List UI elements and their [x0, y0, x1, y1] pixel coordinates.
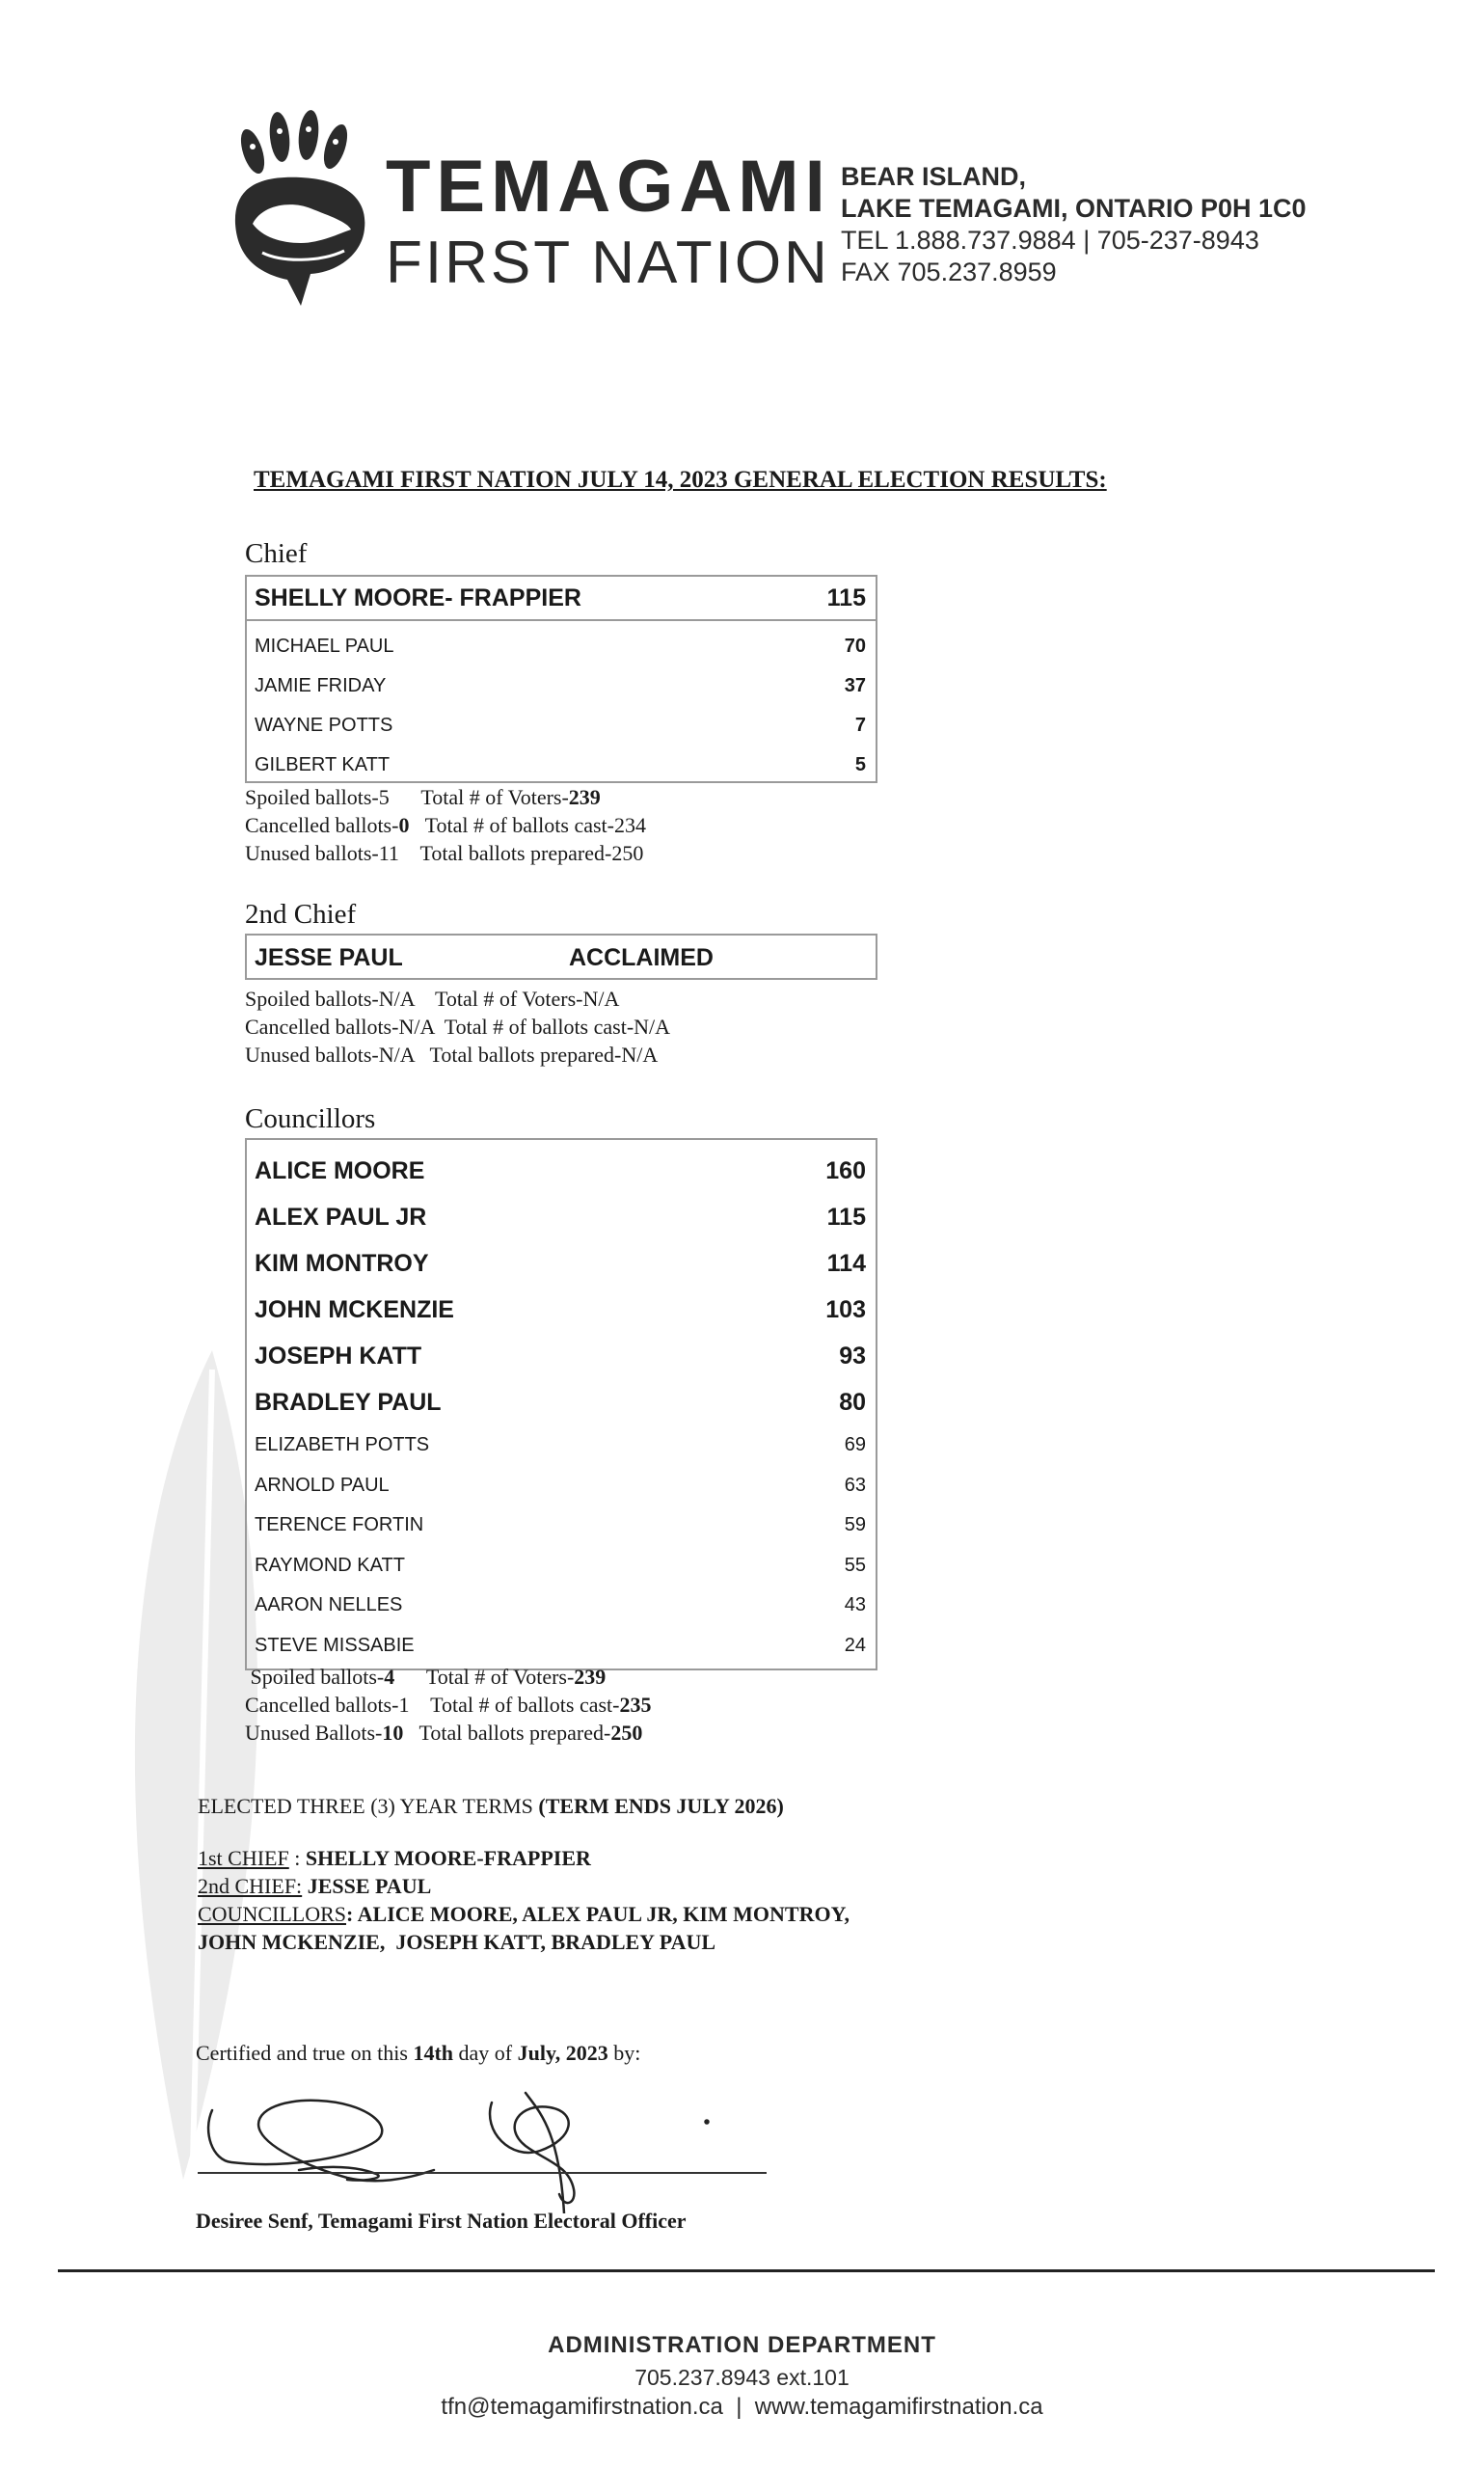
- table-row: [247, 1148, 876, 1194]
- elected-prefix: ELECTED THREE (3) YEAR TERMS: [198, 1794, 539, 1818]
- winner-name: JOHN MCKENZIE, JOSEPH KATT, BRADLEY PAUL: [198, 1930, 716, 1954]
- elected-terms-note: [198, 1794, 784, 1819]
- stat-gap: [414, 1043, 429, 1067]
- stat-label: Unused ballots-11: [245, 841, 399, 865]
- table-row: [247, 1240, 876, 1287]
- winner-label: 2nd CHIEF:: [198, 1874, 303, 1898]
- stat-value: 239: [568, 785, 601, 809]
- stat-label: Total # of Voters-N/A: [435, 987, 620, 1011]
- electoral-officer: Desiree Senf, Temagami First Nation Electoral Officer: [196, 2209, 687, 2233]
- footer-department: ADMINISTRATION DEPARTMENT: [548, 2332, 936, 2358]
- stat-gap: [399, 841, 420, 865]
- vote-count: 37: [844, 675, 866, 696]
- term-end: (TERM ENDS JULY 2026): [538, 1794, 784, 1818]
- table-row: [247, 936, 876, 978]
- table-row: [247, 1506, 876, 1546]
- brand-subtitle: FIRST NATION: [386, 230, 830, 296]
- vote-count: 69: [844, 1434, 866, 1456]
- councillors-heading: Councillors: [245, 1103, 376, 1134]
- vote-count: 63: [844, 1474, 866, 1496]
- winner-line: [198, 1900, 850, 1928]
- stats-line: [245, 811, 646, 839]
- stats-line: [245, 839, 646, 867]
- candidate-name: GILBERT KATT: [255, 754, 391, 775]
- acclaimed-status: ACCLAIMED: [569, 944, 714, 971]
- candidate-name: JOSEPH KATT: [255, 1342, 422, 1370]
- stats-line: [245, 783, 646, 811]
- elected-winners: [198, 1844, 850, 1956]
- chief-results-table: [245, 575, 877, 783]
- document-title: TEMAGAMI FIRST NATION JULY 14, 2023 GENERAL ELECTION RESULTS:: [254, 467, 1107, 493]
- stat-value: 239: [574, 1665, 607, 1689]
- stats-line: [245, 1691, 651, 1719]
- stat-gap: [409, 813, 424, 837]
- stat-label: Cancelled ballots-N/A: [245, 1015, 435, 1039]
- candidate-name: AARON NELLES: [255, 1594, 403, 1616]
- vote-count: 55: [844, 1554, 866, 1576]
- winner-name: : ALICE MOORE, ALEX PAUL JR, KIM MONTROY,: [346, 1902, 850, 1926]
- winner-line: [198, 1844, 850, 1872]
- table-row: [247, 1194, 876, 1240]
- vote-count: 7: [854, 715, 866, 736]
- candidate-name: SHELLY MOORE- FRAPPIER: [255, 583, 581, 611]
- address-line-2: LAKE TEMAGAMI, ONTARIO P0H 1C0: [841, 194, 1307, 223]
- stat-label: Total ballots prepared-250: [419, 841, 644, 865]
- stat-label: Spoiled ballots-N/A: [245, 987, 415, 1011]
- stat-gap: [434, 1015, 445, 1039]
- stat-value: 250: [610, 1721, 643, 1745]
- stat-value: 10: [382, 1721, 404, 1745]
- table-row: [247, 666, 876, 706]
- candidate-name: JOHN MCKENZIE: [255, 1295, 454, 1323]
- stat-gap: [403, 1721, 418, 1745]
- stat-label: Cancelled ballots-: [245, 813, 399, 837]
- candidate-name: MICHAEL PAUL: [255, 636, 394, 657]
- second-chief-heading: 2nd Chief: [245, 899, 357, 930]
- vote-count: 114: [826, 1249, 866, 1277]
- stat-label: Spoiled ballots-5: [245, 785, 390, 809]
- stat-label: Total # of ballots cast-N/A: [444, 1015, 671, 1039]
- vote-count: 24: [844, 1634, 866, 1656]
- councillors-results-table: [245, 1138, 877, 1670]
- councillors-ballot-stats: [245, 1663, 651, 1747]
- candidate-name: KIM MONTROY: [255, 1249, 429, 1277]
- winner-line: [198, 1872, 850, 1900]
- stat-value: 235: [619, 1693, 652, 1717]
- cert-date: July, 2023: [517, 2041, 608, 2065]
- stat-label: Total ballots prepared-N/A: [429, 1043, 659, 1067]
- stat-label: Total ballots prepared-: [418, 1721, 611, 1745]
- table-row: [247, 1626, 876, 1667]
- candidate-name: JAMIE FRIDAY: [255, 675, 387, 696]
- cert-text: Certified and true on this: [196, 2041, 414, 2065]
- candidate-name: BRADLEY PAUL: [255, 1388, 442, 1416]
- stat-label: Total # of Voters-: [425, 1665, 575, 1689]
- stat-label: Total # of ballots cast-: [430, 1693, 620, 1717]
- table-row: [247, 1287, 876, 1333]
- candidate-name: ELIZABETH POTTS: [255, 1434, 430, 1456]
- vote-count: 115: [826, 1203, 866, 1231]
- vote-count: 43: [844, 1594, 866, 1616]
- winner-separator: :: [288, 1846, 306, 1870]
- candidate-name: ARNOLD PAUL: [255, 1474, 390, 1496]
- candidate-name: TERENCE FORTIN: [255, 1514, 424, 1536]
- stat-label: Spoiled ballots-: [245, 1665, 385, 1689]
- stats-line: [245, 985, 670, 1013]
- winner-label: 1st CHIEF: [198, 1846, 289, 1870]
- footer-contact: tfn@temagamifirstnation.ca | www.temagamifirstnation.ca: [441, 2394, 1043, 2420]
- second-chief-table: [245, 934, 877, 980]
- signature-icon: [193, 2074, 771, 2213]
- vote-count: 115: [826, 583, 866, 611]
- winner-label: COUNCILLORS: [198, 1902, 347, 1926]
- candidate-name: JESSE PAUL: [255, 944, 403, 971]
- second-chief-ballot-stats: [245, 985, 670, 1069]
- stat-gap: [414, 987, 435, 1011]
- stats-line: [245, 1041, 670, 1069]
- stat-value: 0: [398, 813, 410, 837]
- chief-heading: Chief: [245, 538, 308, 569]
- stat-gap: [390, 785, 421, 809]
- stat-label: Unused ballots-N/A: [245, 1043, 415, 1067]
- stat-label: Unused Ballots-: [245, 1721, 383, 1745]
- signature-line: [198, 2172, 767, 2174]
- temagami-logo-icon: [224, 108, 378, 311]
- stats-line: [245, 1663, 651, 1691]
- table-row: [247, 1546, 876, 1587]
- stat-label: Total # of ballots cast-234: [424, 813, 646, 837]
- table-row: [247, 627, 876, 666]
- winner-name: JESSE PAUL: [302, 1874, 432, 1898]
- vote-count: 59: [844, 1514, 866, 1536]
- stats-line: [245, 1719, 651, 1747]
- table-row: [247, 746, 876, 785]
- stat-gap: [409, 1693, 430, 1717]
- cert-text: day of: [453, 2041, 518, 2065]
- winner-name: SHELLY MOORE-FRAPPIER: [305, 1846, 591, 1870]
- vote-count: 93: [839, 1342, 866, 1370]
- table-row: [247, 1466, 876, 1506]
- vote-count: 80: [839, 1388, 866, 1416]
- candidate-name: ALEX PAUL JR: [255, 1203, 427, 1231]
- table-row: [247, 1379, 876, 1425]
- table-row: [247, 1333, 876, 1379]
- vote-count: 160: [825, 1156, 866, 1184]
- table-row: [247, 1425, 876, 1466]
- candidate-name: WAYNE POTTS: [255, 715, 393, 736]
- vote-count: 103: [825, 1295, 866, 1323]
- winner-line: [198, 1928, 850, 1956]
- cert-day: 14th: [413, 2041, 454, 2065]
- candidate-name: STEVE MISSABIE: [255, 1634, 415, 1656]
- table-row: [247, 1586, 876, 1626]
- brand-name: TEMAGAMI: [386, 146, 831, 228]
- stat-value: 4: [384, 1665, 395, 1689]
- candidate-name: RAYMOND KATT: [255, 1554, 405, 1576]
- stats-line: [245, 1013, 670, 1041]
- telephone: TEL 1.888.737.9884 | 705-237-8943: [841, 226, 1259, 255]
- fax: FAX 705.237.8959: [841, 258, 1057, 286]
- vote-count: 70: [844, 636, 866, 657]
- footer-divider: [58, 2269, 1435, 2272]
- table-row: [247, 577, 876, 621]
- stat-label: Cancelled ballots-1: [245, 1693, 410, 1717]
- footer-phone: 705.237.8943 ext.101: [634, 2365, 850, 2390]
- vote-count: 5: [854, 754, 866, 775]
- chief-ballot-stats: [245, 783, 646, 867]
- table-row: [247, 706, 876, 746]
- stat-label: Total # of Voters-: [420, 785, 569, 809]
- certification-statement: [196, 2041, 640, 2066]
- address-line-1: BEAR ISLAND,: [841, 162, 1027, 191]
- cert-text: by:: [607, 2041, 641, 2065]
- stat-gap: [394, 1665, 426, 1689]
- candidate-name: ALICE MOORE: [255, 1156, 425, 1184]
